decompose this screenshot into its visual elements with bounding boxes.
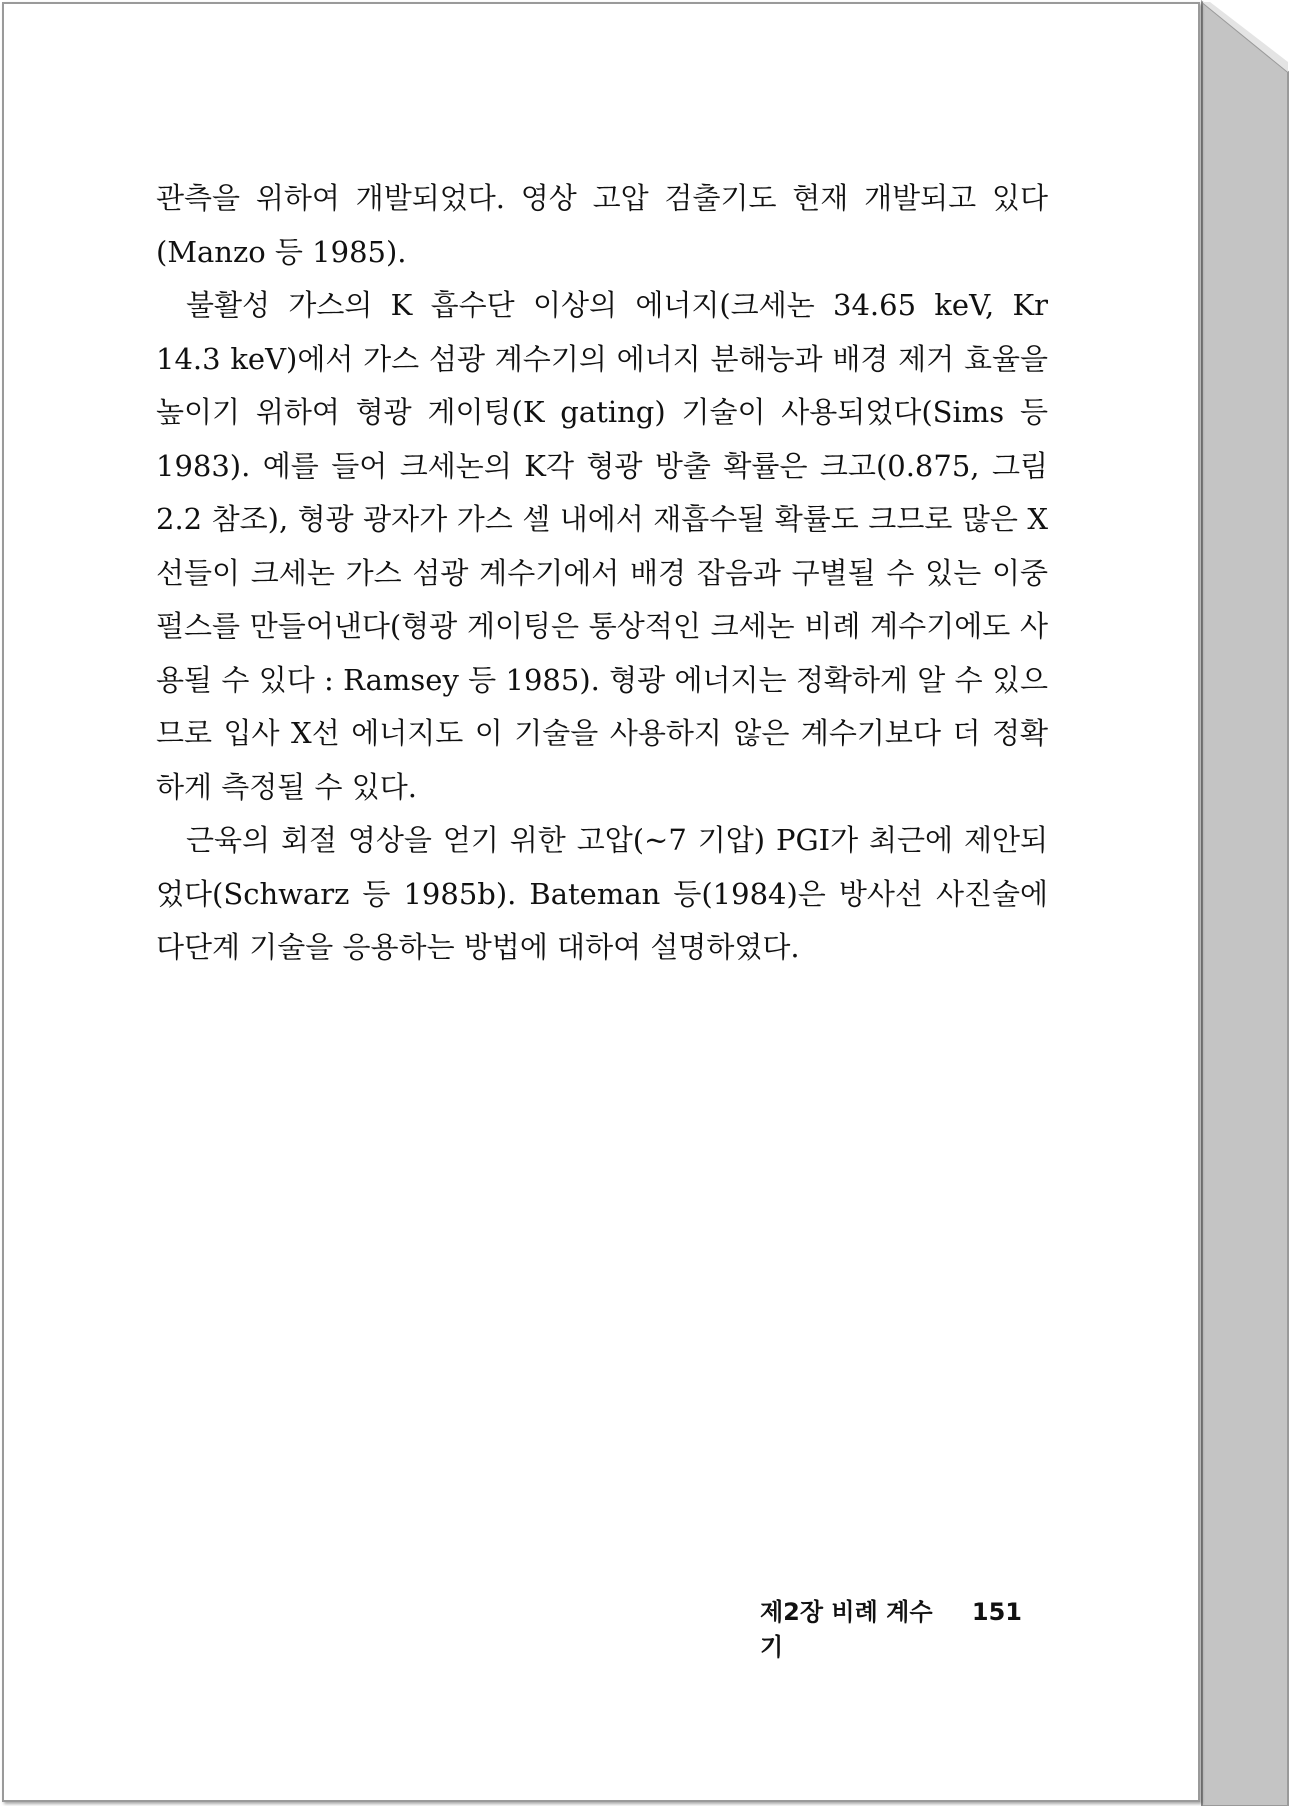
page-footer — [760, 1592, 1022, 1662]
paragraph-continuation: 관측을 위하여 개발되었다. 영상 고압 검출기도 현재 개발되고 있다 (Manzo 등 1985). — [156, 181, 1048, 269]
page-body-text — [156, 172, 1048, 975]
paragraph-k-gating: 불활성 가스의 K 흡수단 이상의 에너지(크세논 34.65 keV, Kr 14.3 keV)에서 가스 섬광 계수기의 에너지 분해능과 배경 제거 효율을 높이기 위하여 형광 게이팅(K gating) 기술이 사용되었다(Sims 등 1983). 예를 들어 크세논의 K각 형광 방출 확률은 크고(0.875, 그림 2.2 참조), 형광 광자가 가스 셀 내에서 재흡수될 확률도 크므로 많은 X선들이 크세논 가스 섬광 계수기에서 배경 잡음과 구별될 수 있는 이중 펄스를 만들어낸다(형광 게이팅은 통상적인 크세논 비례 계수기에도 사용될 수 있다 : Ramsey 등 1985). 형광 에너지는 정확하게 알 수 있으므로 입사 X선 에너지도 이 기술을 사용하지 않은 계수기보다 더 정확하게 측정될 수 있다. — [156, 288, 1048, 804]
book-spine — [1196, 0, 1292, 1806]
running-head: 제2장 비례 계수기 — [760, 1598, 933, 1661]
paragraph-pgi-diffraction: 근육의 회절 영상을 얻기 위한 고압(~7 기압) PGI가 최근에 제안되었다(Schwarz 등 1985b). Bateman 등(1984)은 방사선 사진술에 다단계 기술을 응용하는 방법에 대하여 설명하였다. — [156, 823, 1048, 964]
page-number: 151 — [971, 1598, 1022, 1626]
